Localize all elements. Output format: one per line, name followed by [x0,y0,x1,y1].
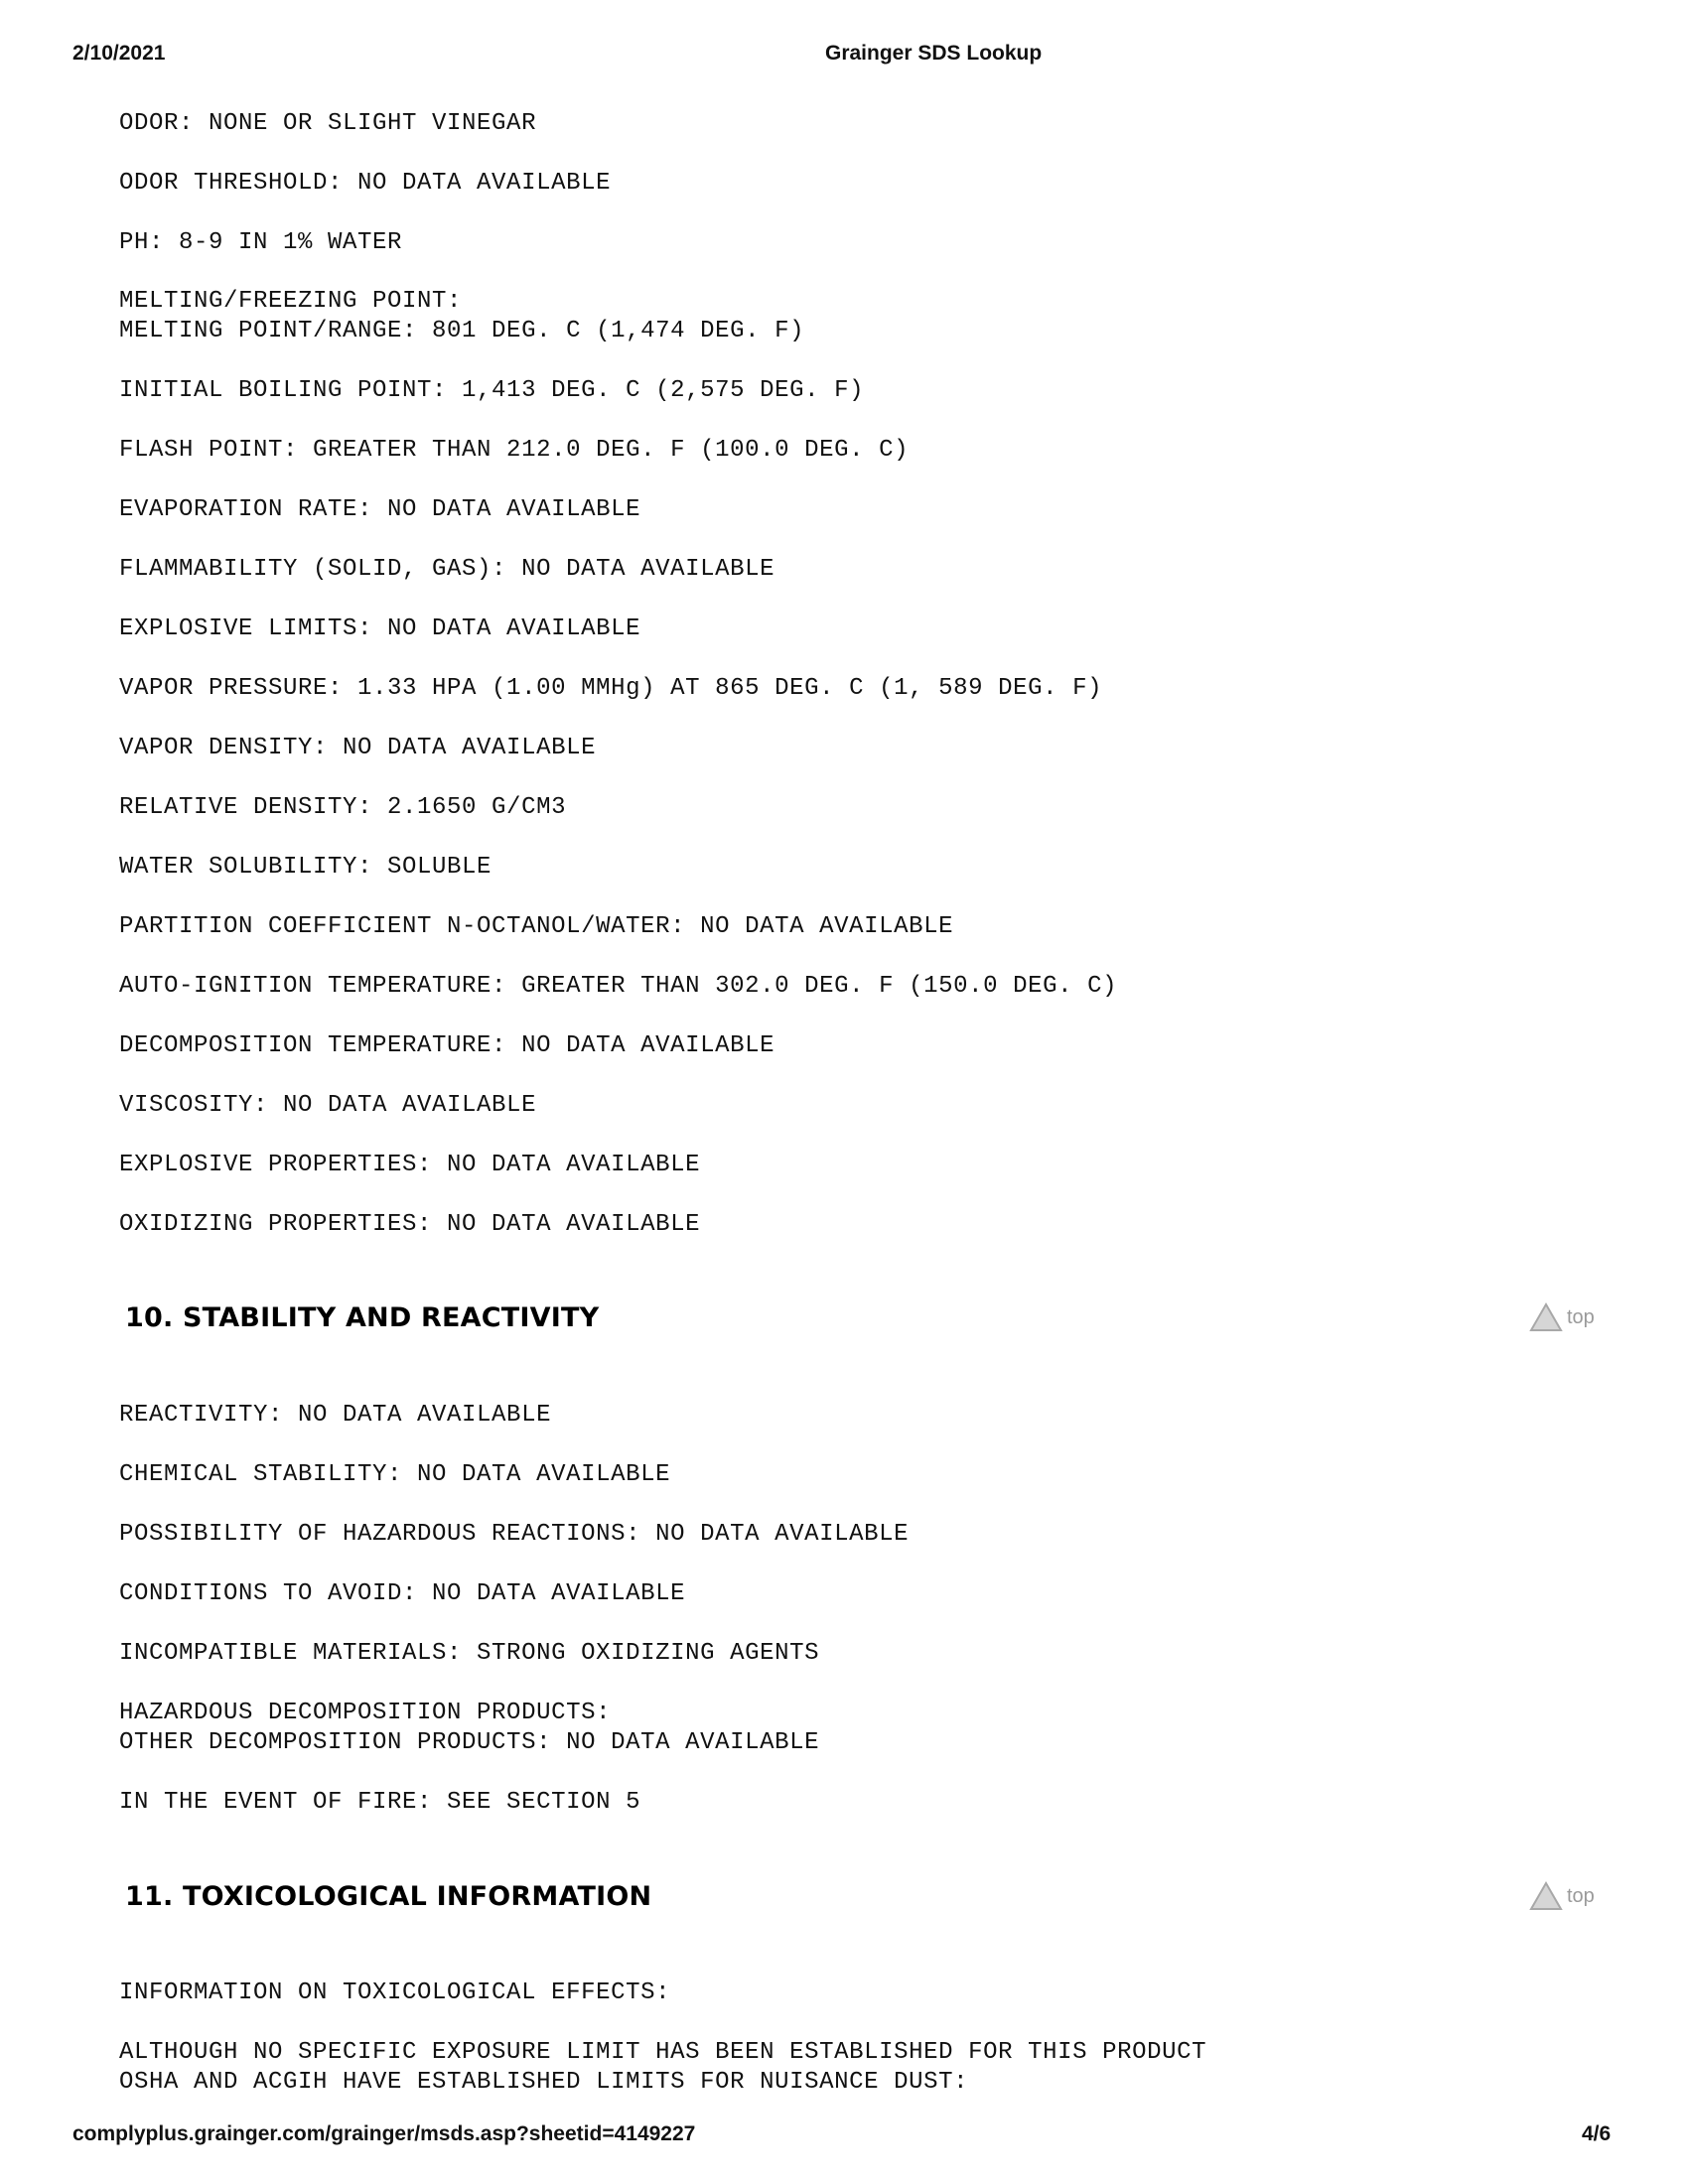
property-line: IN THE EVENT OF FIRE: SEE SECTION 5 [119,1789,641,1816]
property-line: OSHA AND ACGIH HAVE ESTABLISHED LIMITS FOR NUISANCE DUST: [119,2069,969,2096]
property-line: MELTING POINT/RANGE: 801 DEG. C (1,474 DEG. F) [119,318,805,344]
print-date: 2/10/2021 [72,42,166,65]
page-number: 4/6 [1582,2122,1612,2145]
property-line: OXIDIZING PROPERTIES: NO DATA AVAILABLE [119,1211,701,1238]
triangle-up-icon [1529,1881,1563,1911]
property-line: CONDITIONS TO AVOID: NO DATA AVAILABLE [119,1580,686,1607]
back-to-top-link[interactable] [1529,1302,1595,1332]
property-line: INITIAL BOILING POINT: 1,413 DEG. C (2,575 DEG. F) [119,377,865,404]
footer-url[interactable]: complyplus.grainger.com/grainger/msds.asp?sheetid=4149227 [72,2122,696,2145]
property-line: EVAPORATION RATE: NO DATA AVAILABLE [119,496,641,523]
top-label: top [1567,1884,1595,1907]
triangle-up-icon [1529,1302,1563,1332]
property-line: FLASH POINT: GREATER THAN 212.0 DEG. F (100.0 DEG. C) [119,437,910,464]
property-line: ALTHOUGH NO SPECIFIC EXPOSURE LIMIT HAS BEEN ESTABLISHED FOR THIS PRODUCT [119,2039,1207,2066]
back-to-top-link[interactable] [1529,1881,1595,1911]
property-line: DECOMPOSITION TEMPERATURE: NO DATA AVAILABLE [119,1032,775,1059]
property-line: VAPOR DENSITY: NO DATA AVAILABLE [119,735,597,761]
top-label: top [1567,1305,1595,1328]
property-line: MELTING/FREEZING POINT: [119,288,463,315]
section-heading: 11. TOXICOLOGICAL INFORMATION [125,1881,652,1912]
page-title: Grainger SDS Lookup [825,42,1043,65]
property-line: RELATIVE DENSITY: 2.1650 G/CM3 [119,794,567,821]
property-line: INCOMPATIBLE MATERIALS: STRONG OXIDIZING AGENTS [119,1640,820,1667]
property-line: FLAMMABILITY (SOLID, GAS): NO DATA AVAILABLE [119,556,775,583]
property-line: PARTITION COEFFICIENT N-OCTANOL/WATER: NO DATA AVAILABLE [119,913,954,940]
property-line: POSSIBILITY OF HAZARDOUS REACTIONS: NO DATA AVAILABLE [119,1521,910,1548]
property-line: WATER SOLUBILITY: SOLUBLE [119,854,492,881]
property-line: ODOR: NONE OR SLIGHT VINEGAR [119,110,537,137]
property-line: CHEMICAL STABILITY: NO DATA AVAILABLE [119,1461,671,1488]
property-line: EXPLOSIVE PROPERTIES: NO DATA AVAILABLE [119,1152,701,1178]
property-line: INFORMATION ON TOXICOLOGICAL EFFECTS: [119,1979,671,2006]
property-line: REACTIVITY: NO DATA AVAILABLE [119,1402,552,1429]
property-line: EXPLOSIVE LIMITS: NO DATA AVAILABLE [119,615,641,642]
property-line: HAZARDOUS DECOMPOSITION PRODUCTS: [119,1700,612,1726]
property-line: ODOR THRESHOLD: NO DATA AVAILABLE [119,170,612,197]
property-line: VAPOR PRESSURE: 1.33 HPA (1.00 MMHg) AT 865 DEG. C (1, 589 DEG. F) [119,675,1103,702]
property-line: VISCOSITY: NO DATA AVAILABLE [119,1092,537,1119]
property-line: OTHER DECOMPOSITION PRODUCTS: NO DATA AVAILABLE [119,1729,820,1756]
section-heading: 10. STABILITY AND REACTIVITY [125,1302,600,1333]
property-line: AUTO-IGNITION TEMPERATURE: GREATER THAN 302.0 DEG. F (150.0 DEG. C) [119,973,1118,1000]
property-line: PH: 8-9 IN 1% WATER [119,229,403,256]
